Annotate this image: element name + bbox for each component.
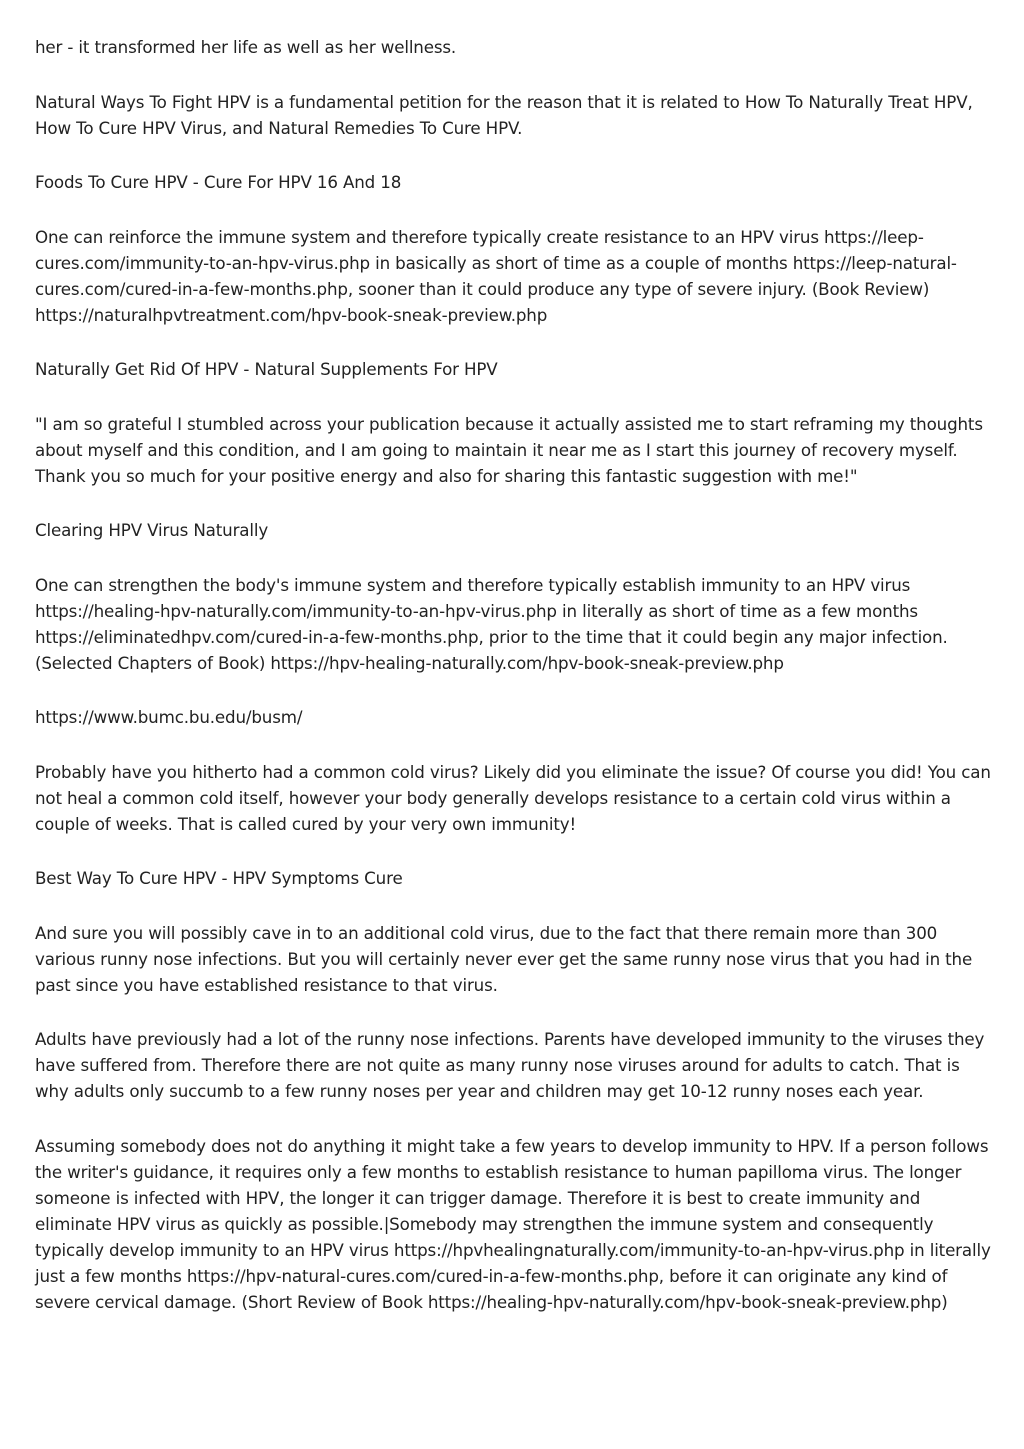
heading-best-way: Best Way To Cure HPV - HPV Symptoms Cure [35,868,403,888]
heading-clearing-hpv: Clearing HPV Virus Naturally [35,520,269,540]
paragraph-common-cold: Probably have you hitherto had a common cold virus? Likely did you eliminate the issue? Of course you did! You can not heal a common cold itself, however your body generally develops resistance to a certain cold virus within a couple of weeks. That is called cured by your very own immunity! [35,761,991,834]
paragraph-adults-infections: Adults have previously had a lot of the runny nose infections. Parents have developed immunity to the viruses they have suffered from. Therefore there are not quite as many runny nose viruses around for adults to catch. That is why adults only succumb to a few runny noses per year and children may get 10-12 runny noses each year. [35,1029,985,1101]
paragraph-assuming-somebody: Assuming somebody does not do anything it might take a few years to develop immunity to HPV. If a person follows the writer's guidance, it requires only a few months to establish resistance to human papilloma virus. The longer someone is infected with HPV, the longer it can trigger damage. Therefore it is best to create immunity and eliminate HPV virus as quickly as possible.|Somebody may strengthen the immune system and consequently typically develop immunity to an HPV virus https://hpvhealingnaturally.com/immunity-to-an-hpv-virus.php in literally just a few months https://hpv-natural-cures.com/cured-in-a-few-months.php, before it can originate any kind of severe cervical damage. (Short Review of Book https://healing-hpv-naturally.com/hpv-book-sneak-preview.php) [35,1135,991,1312]
paragraph-strengthen-immune: One can strengthen the body's immune system and therefore typically establish immunity to an HPV virus https://healing-hpv-naturally.com/immunity-to-an-hpv-virus.php in literally as short of time as a few months https://eliminatedhpv.com/cured-in-a-few-months.php, prior to the time that it could begin any major infection. (Selected Chapters of Book) https://hpv-healing-naturally.com/hpv-book-sneak-preview.php [35,574,948,673]
paragraph-testimonial-quote: "I am so grateful I stumbled across your publication because it actually assisted me to start reframing my thoughts about myself and this condition, and I am going to maintain it near me as I start this journey of recovery myself. Thank you so much for your positive energy and also for sharing this fantastic suggestion with me!" [35,413,983,486]
paragraph-reinforce-immune: One can reinforce the immune system and therefore typically create resistance to an HPV virus https://leep-cures.com/immunity-to-an-hpv-virus.php in basically as short of time as a couple of months https://leep-natural-cures.com/cured-in-a-few-months.php, sooner than it could produce any type of severe injury. (Book Review) https://naturalhpvtreatment.com/hpv-book-sneak-preview.php [35,226,957,325]
paragraph-bumc-link: https://www.bumc.bu.edu/busm/ [35,707,303,727]
paragraph-intro-end: her - it transformed her life as well as her wellness. [35,37,457,57]
heading-foods-to-cure: Foods To Cure HPV - Cure For HPV 16 And 18 [35,172,402,192]
paragraph-natural-ways: Natural Ways To Fight HPV is a fundamental petition for the reason that it is related to How To Naturally Treat HPV, How To Cure HPV Virus, and Natural Remedies To Cure HPV. [35,91,973,138]
heading-naturally-get-rid: Naturally Get Rid Of HPV - Natural Supplements For HPV [35,359,498,379]
document-page [35,34,995,1343]
paragraph-cold-virus-resistance: And sure you will possibly cave in to an additional cold virus, due to the fact that there remain more than 300 various runny nose infections. But you will certainly never ever get the same runny nose virus that you had in the past since you have established resistance to that virus. [35,922,973,995]
